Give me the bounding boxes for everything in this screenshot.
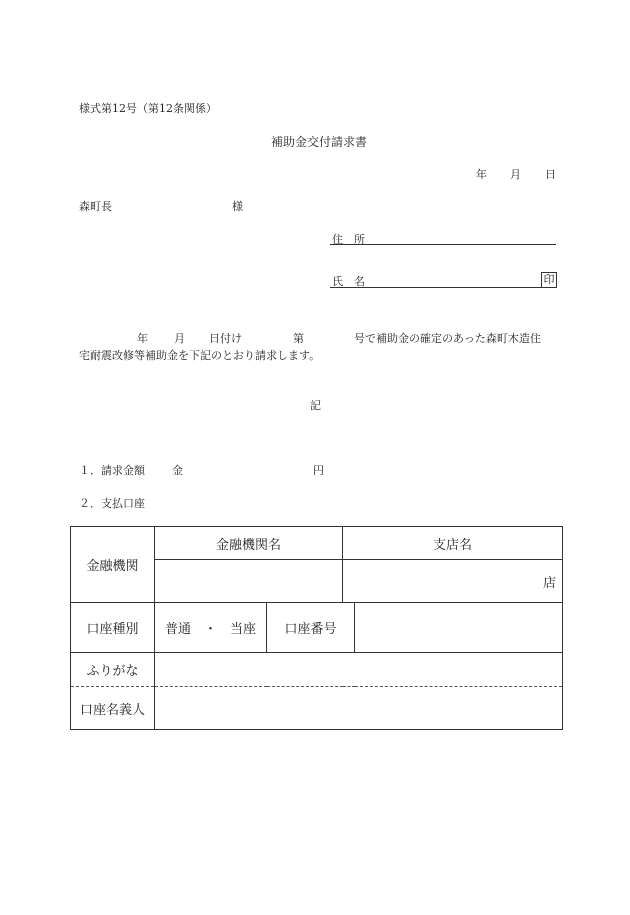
account-type-options[interactable]: 普通 ・ 当座 <box>155 603 267 653</box>
date-year-label: 年 <box>476 168 487 181</box>
document-title: 補助金交付請求書 <box>271 135 368 149</box>
body-line1-rest: 号で補助金の確定のあった森町木造住 <box>354 332 541 345</box>
body-month: 月 <box>174 332 185 345</box>
body-line2: 宅耐震改修等補助金を下記のとおり請求します。 <box>79 349 321 362</box>
institution-name-input[interactable] <box>155 560 343 603</box>
account-type-label: 口座種別 <box>71 603 155 653</box>
addressee-mayor: 森町長 <box>79 200 112 213</box>
body-year: 年 <box>137 332 148 345</box>
address-label: 住 所 <box>332 233 365 246</box>
account-number-label: 口座番号 <box>267 603 355 653</box>
date-month-label: 月 <box>510 168 521 181</box>
account-holder-label: 口座名義人 <box>71 687 155 730</box>
body-number-prefix: 第 <box>293 332 304 345</box>
seal-mark: 印 <box>541 272 557 288</box>
institution-label: 金融機関 <box>71 527 155 603</box>
addressee-honorific: 様 <box>232 200 243 213</box>
account-holder-input[interactable] <box>155 687 563 730</box>
payment-account-label: ２．支払口座 <box>79 497 145 510</box>
payment-account-table <box>70 526 563 730</box>
request-amount-label: １．請求金額 <box>79 464 145 477</box>
account-number-digits[interactable] <box>355 603 563 653</box>
name-field-line[interactable] <box>330 287 556 288</box>
body-date-suffix: 日付け <box>209 332 242 345</box>
furigana-label: ふりがな <box>71 653 155 687</box>
institution-name-header: 金融機関名 <box>155 527 343 560</box>
branch-input[interactable] <box>343 560 563 603</box>
branch-suffix: 店 <box>543 575 557 591</box>
form-number: 様式第12号（第12条関係） <box>79 102 217 115</box>
amount-unit: 円 <box>313 464 324 477</box>
furigana-input[interactable] <box>155 653 563 687</box>
branch-header: 支店名 <box>343 527 563 560</box>
date-day-label: 日 <box>545 168 556 181</box>
note-mark: 記 <box>310 399 321 412</box>
amount-prefix: 金 <box>172 464 183 477</box>
address-field-line[interactable] <box>330 244 556 245</box>
name-label: 氏 名 <box>332 275 365 288</box>
